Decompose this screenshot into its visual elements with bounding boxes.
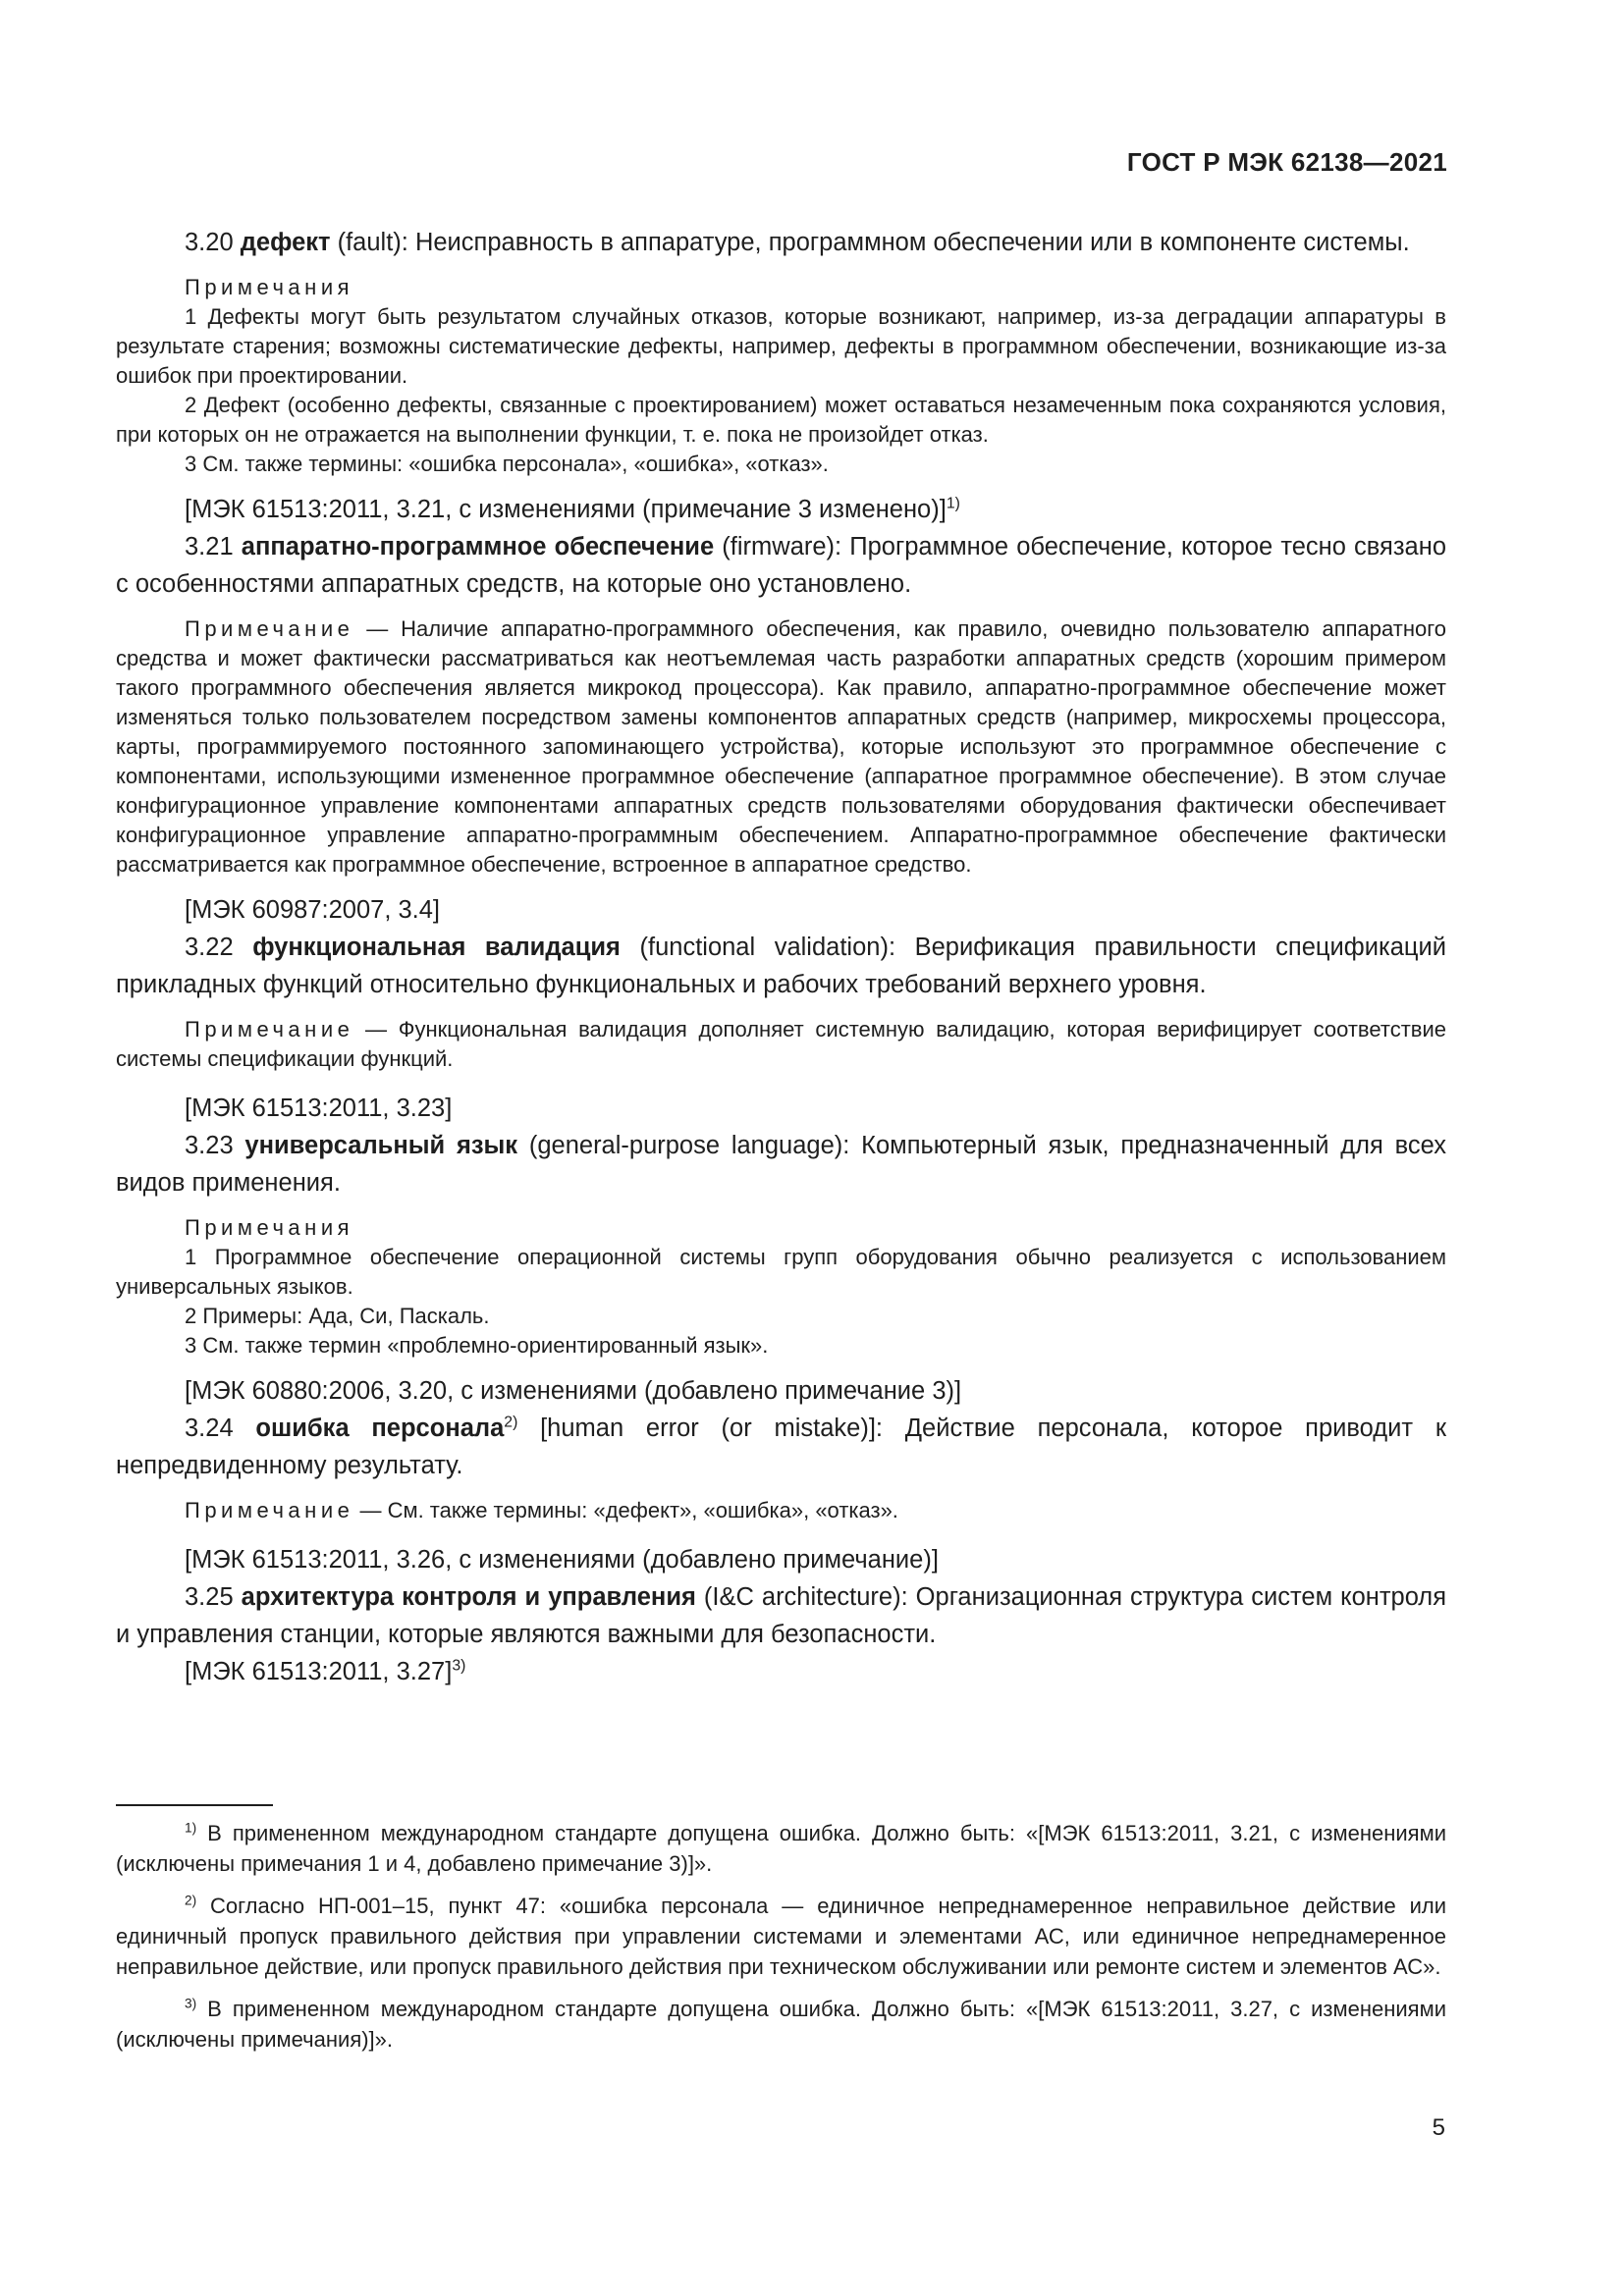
- note-text: 2 Примеры: Ада, Си, Паскаль.: [185, 1304, 490, 1328]
- footnote-mark[interactable]: 1): [946, 495, 960, 512]
- term-name: архитектура контроля и управления: [241, 1583, 696, 1611]
- term-3-25: [116, 1578, 1446, 1653]
- term-number: 3.20: [185, 229, 234, 256]
- term-number: 3.25: [185, 1583, 234, 1611]
- footnote-text: Согласно НП-001–15, пункт 47: «ошибка персонала — единичное непреднамеренное неправильное действие или единичный пропуск правильного действия при управлении системами и элементами АС, или единичное непреднамеренное неправильное действие, или пропуск правильного действия при техническом обслуживании или ремонте систем и элементов АС».: [116, 1894, 1446, 1979]
- term-definition: (firmware): Программное обеспечение, которое тесно связано с особенностями аппаратных средств, на которые оно установлено.: [116, 533, 1447, 598]
- term-3-20: [116, 224, 1446, 261]
- term-name: дефект: [240, 229, 331, 256]
- note-paragraph: [116, 1015, 1446, 1074]
- term-number: 3.22: [185, 934, 234, 961]
- note-label: Примечание: [185, 616, 354, 641]
- note-label: Примечание: [185, 1017, 354, 1041]
- term-name: функциональная валидация: [252, 934, 621, 961]
- note-text: — См. также термины: «дефект», «ошибка», «отказ».: [353, 1498, 898, 1522]
- footnote-mark[interactable]: 3): [452, 1657, 466, 1675]
- footnote-3: [116, 1994, 1446, 2055]
- source-reference: [МЭК 60987:2007, 3.4]: [185, 896, 441, 924]
- term-number: 3.23: [185, 1132, 234, 1159]
- source-reference: [МЭК 61513:2011, 3.26, с изменениями (добавлено примечание)]: [185, 1546, 939, 1574]
- note-paragraph: [116, 614, 1446, 880]
- note-text: 1 Дефекты могут быть результатом случайных отказов, которые возникают, например, из-за деградации аппаратуры в результате старения; возможны систематические дефекты, например, дефекты в программном обеспечении, возникающие из-за ошибок при проектировании.: [116, 304, 1446, 388]
- page-number: 5: [1432, 2114, 1445, 2141]
- footnote-mark: 1): [185, 1820, 197, 1836]
- reference-text: [МЭК 61513:2011, 3.27]: [185, 1658, 453, 1685]
- footnote-mark[interactable]: 2): [504, 1414, 518, 1431]
- footnote-text: В примененном международном стандарте допущена ошибка. Должно быть: «[МЭК 61513:2011, 3.27, с изменениями (исключены примечания)]».: [116, 1997, 1446, 2052]
- footnote-divider: [116, 1804, 273, 1806]
- term-name: универсальный язык: [244, 1132, 518, 1159]
- footnote-1: [116, 1818, 1446, 1879]
- term-3-21: [116, 528, 1446, 603]
- term-name: аппаратно-программное обеспечение: [241, 533, 715, 561]
- source-reference: [116, 491, 1446, 528]
- source-reference: [МЭК 60880:2006, 3.20, с изменениями (добавлено примечание 3)]: [185, 1377, 962, 1405]
- footnote-2: [116, 1891, 1446, 1982]
- note-paragraph: [116, 1496, 1446, 1525]
- term-3-22: [116, 929, 1446, 1003]
- term-definition: (fault): Неисправность в аппаратуре, программном обеспечении или в компоненте системы.: [330, 229, 1410, 256]
- term-definition: (I&C architecture): Организационная структура систем контроля и управления станции, которые являются важными для безопасности.: [116, 1583, 1446, 1648]
- reference-text: [МЭК 61513:2011, 3.21, с изменениями (примечание 3 изменено)]: [185, 496, 947, 523]
- term-name: ошибка персонала: [255, 1415, 505, 1442]
- note-text: — Функциональная валидация дополняет системную валидацию, которая верифицирует соответствие системы спецификации функций.: [116, 1017, 1446, 1071]
- term-number: 3.24: [185, 1415, 234, 1442]
- term-definition: (general-purpose language): Компьютерный язык, предназначенный для всех видов применения.: [116, 1132, 1446, 1197]
- term-number: 3.21: [185, 533, 234, 561]
- term-definition: (functional validation): Верификация правильности спецификаций прикладных функций относительно функциональных и рабочих требований верхнего уровня.: [116, 934, 1446, 998]
- term-3-24: [116, 1410, 1446, 1484]
- notes-heading: Примечания: [185, 275, 354, 299]
- document-id-header: ГОСТ Р МЭК 62138—2021: [1126, 147, 1447, 177]
- main-content: [116, 224, 1446, 1690]
- note-label: Примечание: [185, 1498, 354, 1522]
- source-reference: [116, 1653, 1446, 1690]
- term-definition: [human error (or mistake)]: Действие персонала, которое приводит к непредвиденному результату.: [116, 1415, 1446, 1479]
- term-3-23: [116, 1127, 1446, 1201]
- footnote-text: В примененном международном стандарте допущена ошибка. Должно быть: «[МЭК 61513:2011, 3.21, с изменениями (исключены примечания 1 и 4, добавлено примечание 3)]».: [116, 1821, 1446, 1876]
- note-text: 2 Дефект (особенно дефекты, связанные с проектированием) может оставаться незамеченным пока сохраняются условия, при которых он не отражается на выполнении функции, т. е. пока не произойдет отказ.: [116, 393, 1446, 447]
- footnote-mark: 3): [185, 1996, 197, 2011]
- note-text: 1 Программное обеспечение операционной системы групп оборудования обычно реализуется с использованием универсальных языков.: [116, 1245, 1446, 1299]
- footnote-mark: 2): [185, 1893, 197, 1908]
- footnotes: [116, 1804, 1446, 2066]
- source-reference: [МЭК 61513:2011, 3.23]: [185, 1095, 453, 1122]
- note-text: 3 См. также термин «проблемно-ориентированный язык».: [185, 1333, 769, 1358]
- note-text: — Наличие аппаратно-программного обеспечения, как правило, очевидно пользователю аппаратного средства и может фактически рассматриваться как неотъемлемая часть разработки аппаратных средств (хорошим примером такого программного обеспечения является микрокод процессора). Как правило, аппаратно-программное обеспечение может изменяться только пользователем посредством замены компонентов аппаратных средств (например, микросхемы процессора, карты, программируемого постоянного запоминающего устройства), которые используют это программное обеспечение с компонентами, использующими измененное программное обеспечение (аппаратное программное обеспечение). В этом случае конфигурационное управление компонентами аппаратных средств пользователями оборудования фактически обеспечивает конфигурационное управление аппаратно-программным обеспечением. Аппаратно-программное обеспечение фактически рассматривается как программное обеспечение, встроенное в аппаратное средство.: [116, 616, 1446, 877]
- notes-heading: Примечания: [185, 1215, 354, 1240]
- note-text: 3 См. также термины: «ошибка персонала», «ошибка», «отказ».: [185, 452, 829, 476]
